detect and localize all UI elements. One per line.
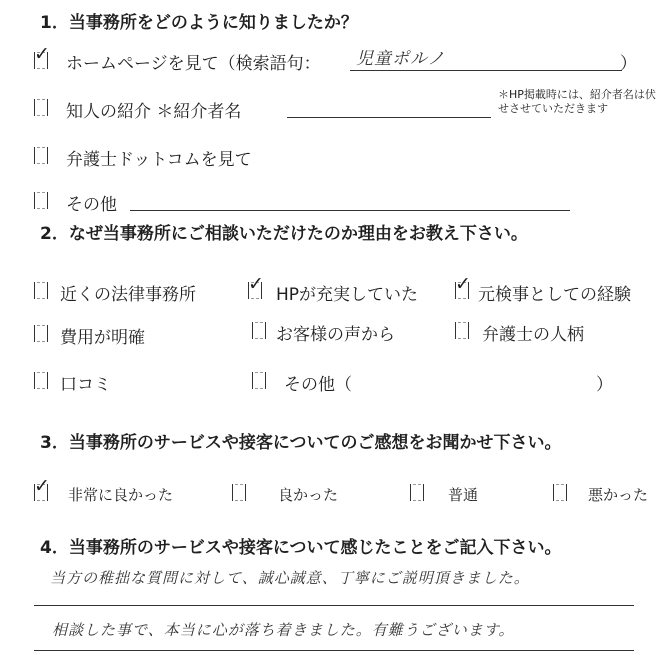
q2-heading: 2．なぜ当事務所にご相談いただけたのか理由をお教え下さい。	[40, 224, 528, 244]
q1-bengo-checkbox[interactable]	[34, 147, 48, 164]
q4-rule-2	[34, 650, 634, 651]
q3-normal-label: 普通	[448, 486, 479, 504]
q2-near-checkbox[interactable]	[34, 282, 48, 299]
q1-search-term: 児童ポルノ	[356, 49, 446, 69]
q1-homepage-checkbox[interactable]	[34, 43, 50, 69]
q3-very-good-label: 非常に良かった	[68, 486, 174, 504]
q3-heading: 3．当事務所のサービスや接客についてのご感想をお聞かせ下さい。	[40, 433, 562, 453]
q1-search-line	[350, 70, 622, 71]
q1-other-checkbox[interactable]	[34, 192, 48, 209]
q2-wom-checkbox[interactable]	[34, 372, 48, 389]
q2-personality-label: 弁護士の人柄	[482, 325, 584, 345]
q1-bengo-label: 弁護士ドットコムを見て	[66, 150, 252, 170]
check-mark-icon: ✓	[34, 43, 50, 65]
q3-bad-checkbox[interactable]	[553, 484, 567, 501]
q1-referral-line	[287, 117, 491, 118]
q1-other-label: その他	[66, 195, 117, 215]
q2-other-label: その他（	[284, 375, 352, 395]
q1-close-paren: ）	[620, 54, 637, 74]
q1-referral-label: 知人の紹介 ＊紹介者名	[66, 102, 242, 122]
q1-heading: 1．当事務所をどのように知りましたか？	[40, 13, 358, 33]
q3-good-label: 良かった	[278, 486, 339, 504]
q1-other-line	[130, 210, 570, 211]
check-mark-icon: ✓	[34, 475, 50, 497]
q2-prosecutor-checkbox[interactable]	[455, 273, 471, 299]
q2-other-checkbox[interactable]	[252, 372, 266, 389]
q3-normal-checkbox[interactable]	[410, 484, 424, 501]
q1-note: ＊HP掲載時には、紹介者名は伏せさせていただきます	[498, 88, 656, 115]
q2-wom-label: 口コミ	[60, 375, 111, 395]
q1-homepage-label: ホームページを見て（検索語句：	[66, 54, 321, 74]
q2-hp-checkbox[interactable]	[248, 273, 264, 299]
q4-comment-line-1: 当方の稚拙な質問に対して、誠心誠意、丁寧にご説明頂きました。	[50, 569, 530, 587]
q2-prosecutor-label: 元検事としての経験	[478, 285, 631, 305]
q2-voice-checkbox[interactable]	[252, 322, 266, 339]
check-mark-icon: ✓	[248, 273, 264, 295]
q4-comment-line-2: 相談した事で、本当に心が落ち着きました。有難うございます。	[52, 621, 515, 639]
q3-very-good-checkbox[interactable]	[34, 475, 50, 501]
q2-near-label: 近くの法律事務所	[60, 285, 196, 305]
q2-fee-checkbox[interactable]	[34, 325, 48, 342]
q2-other-close: ）	[596, 375, 613, 395]
q2-fee-label: 費用が明確	[60, 328, 145, 348]
q2-voice-label: お客様の声から	[276, 325, 395, 345]
q2-hp-label: HPが充実していた	[276, 285, 419, 305]
q3-bad-label: 悪かった	[588, 486, 649, 504]
q3-good-checkbox[interactable]	[232, 484, 246, 501]
q2-personality-checkbox[interactable]	[455, 322, 469, 339]
check-mark-icon: ✓	[455, 273, 471, 295]
q1-referral-checkbox[interactable]	[34, 99, 48, 116]
q4-rule-1	[34, 605, 634, 606]
q4-heading: 4．当事務所のサービスや接客について感じたことをご記入下さい。	[40, 538, 562, 558]
